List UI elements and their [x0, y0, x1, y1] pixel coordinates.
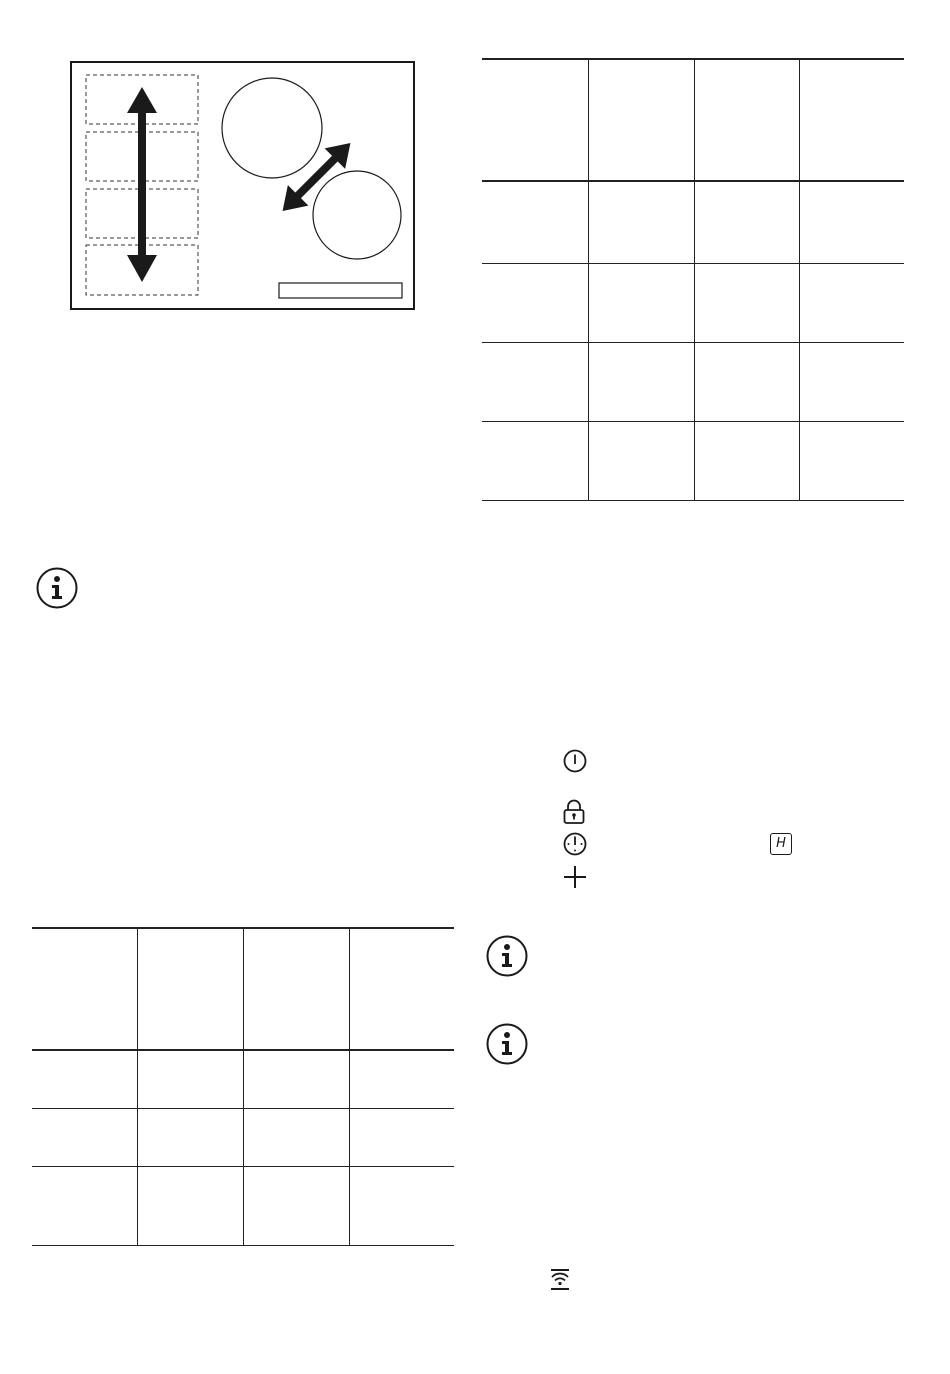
table-cell: [694, 264, 799, 343]
table-top: [482, 58, 904, 501]
table-row: [32, 1050, 454, 1109]
table-cell: [799, 264, 904, 343]
residual-heat-indicator-icon: [770, 833, 792, 855]
table-cell: [243, 1050, 349, 1109]
table-cell: [694, 343, 799, 422]
table-row: [482, 343, 904, 422]
table-header-cell: [588, 59, 694, 181]
table-header-row: [32, 928, 454, 1050]
table-bottom: [32, 927, 454, 1246]
table-row: [32, 1109, 454, 1167]
table-row: [482, 181, 904, 264]
table-cell: [588, 264, 694, 343]
hob2hood-icon: [548, 1268, 572, 1292]
diagonal-double-arrow-icon: [272, 133, 360, 221]
table-row: [482, 264, 904, 343]
table-cell: [349, 1167, 454, 1246]
hob-outline: [71, 62, 414, 309]
table-cell: [32, 1109, 137, 1167]
table-cell: [243, 1109, 349, 1167]
table-header-cell: [243, 928, 349, 1050]
table-header-cell: [32, 928, 137, 1050]
table-header-cell: [137, 928, 243, 1050]
table-cell: [799, 181, 904, 264]
round-zone-front: [313, 171, 401, 259]
table-header-cell: [694, 59, 799, 181]
round-zone-rear: [222, 78, 322, 178]
table-cell: [482, 264, 588, 343]
table-cell: [137, 1050, 243, 1109]
control-panel: [279, 283, 402, 298]
info-icon: [36, 567, 78, 609]
table-cell: [694, 181, 799, 264]
power-icon: [562, 748, 588, 774]
table-cell: [482, 343, 588, 422]
table-header-cell: [482, 59, 588, 181]
table-cell: [137, 1167, 243, 1246]
hob-cooking-zones-diagram: [70, 61, 416, 311]
table-header-cell: [799, 59, 904, 181]
table-cell: [349, 1109, 454, 1167]
display-indicator-text: H: [776, 836, 786, 851]
table-cell: [137, 1109, 243, 1167]
table-cell: [482, 181, 588, 264]
table-cell: [799, 343, 904, 422]
table-row: [32, 1167, 454, 1246]
table-cell: [243, 1167, 349, 1246]
table-cell: [482, 422, 588, 501]
table-cell: [588, 181, 694, 264]
lock-icon: [562, 799, 586, 825]
table-cell: [588, 343, 694, 422]
table-cell: [32, 1050, 137, 1109]
table-cell: [588, 422, 694, 501]
timer-icon: [562, 831, 588, 857]
info-icon: [486, 1023, 528, 1065]
table-header-row: [482, 59, 904, 181]
table-cell: [799, 422, 904, 501]
info-icon: [486, 935, 528, 977]
plus-icon: [562, 864, 588, 890]
table-cell: [694, 422, 799, 501]
table-header-cell: [349, 928, 454, 1050]
table-row: [482, 422, 904, 501]
table-cell: [32, 1167, 137, 1246]
vertical-double-arrow-icon: [127, 87, 157, 282]
table-cell: [349, 1050, 454, 1109]
